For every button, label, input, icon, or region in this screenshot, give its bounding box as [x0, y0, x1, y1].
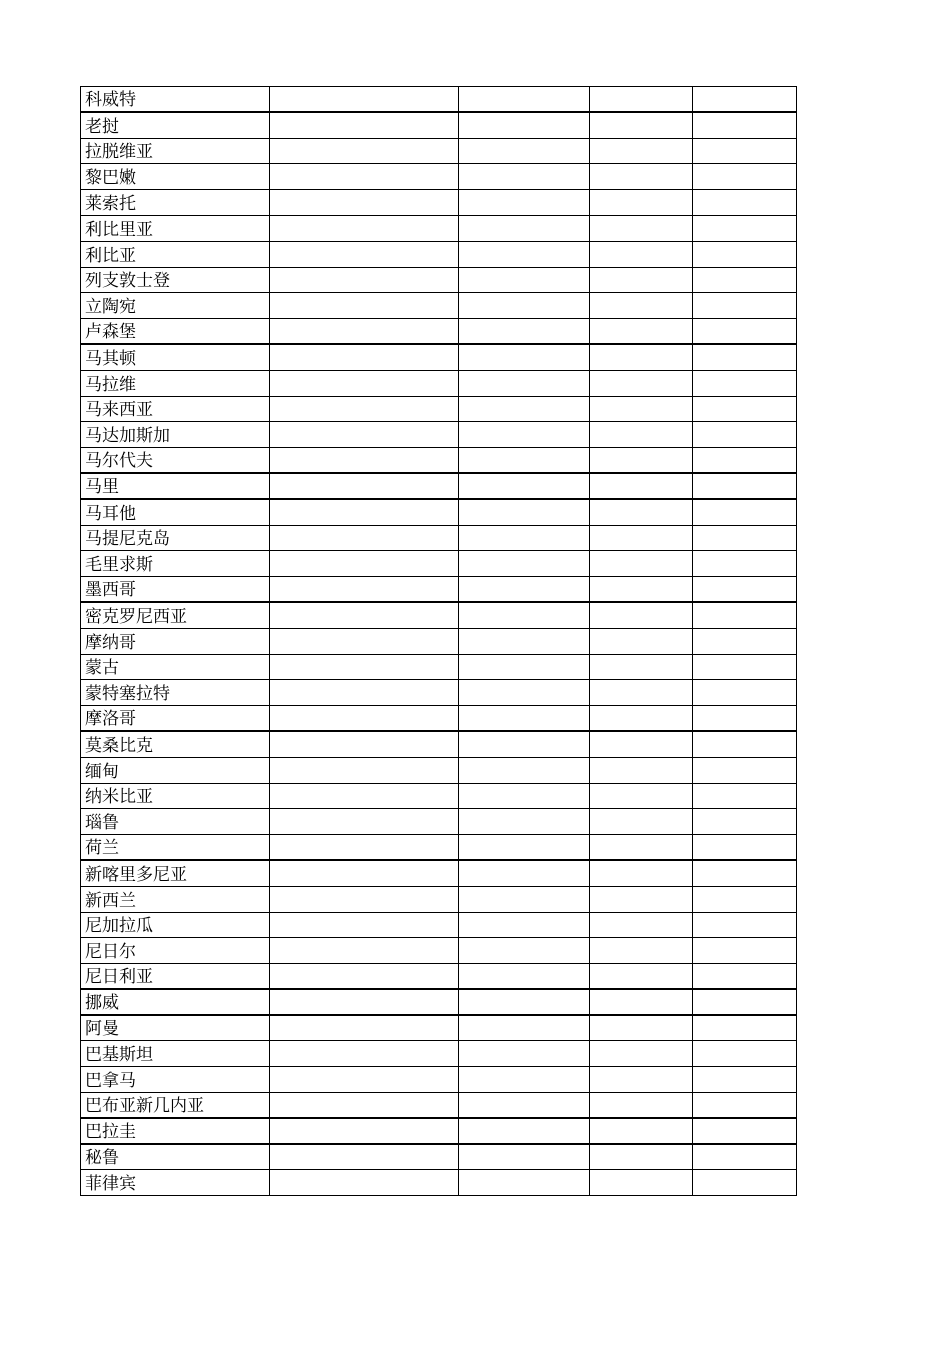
data-cell[interactable] — [590, 628, 693, 654]
data-cell[interactable] — [270, 1041, 459, 1067]
table-row — [81, 1067, 797, 1093]
data-cell[interactable] — [459, 448, 590, 474]
data-cell[interactable] — [270, 1093, 459, 1119]
data-cell[interactable] — [459, 164, 590, 190]
table-row — [81, 344, 797, 370]
data-cell[interactable] — [270, 370, 459, 396]
data-cell[interactable] — [590, 293, 693, 319]
data-cell[interactable] — [590, 1015, 693, 1041]
data-cell[interactable] — [459, 190, 590, 216]
country-name-cell[interactable]: 黎巴嫩 — [81, 164, 270, 190]
data-cell[interactable] — [459, 731, 590, 757]
table-row — [81, 860, 797, 886]
data-cell[interactable] — [270, 757, 459, 783]
data-cell[interactable] — [270, 680, 459, 706]
data-cell[interactable] — [590, 783, 693, 809]
country-name-cell[interactable]: 马达加斯加 — [81, 422, 270, 448]
data-cell[interactable] — [693, 912, 797, 938]
data-cell[interactable] — [459, 602, 590, 628]
data-cell[interactable] — [693, 809, 797, 835]
data-cell[interactable] — [270, 886, 459, 912]
data-cell[interactable] — [590, 602, 693, 628]
data-cell[interactable] — [590, 241, 693, 267]
country-name-cell[interactable]: 利比亚 — [81, 241, 270, 267]
country-name-cell[interactable]: 缅甸 — [81, 757, 270, 783]
data-cell[interactable] — [459, 370, 590, 396]
data-cell[interactable] — [459, 1144, 590, 1170]
data-cell[interactable] — [270, 783, 459, 809]
table-row — [81, 731, 797, 757]
data-cell[interactable] — [270, 448, 459, 474]
data-cell[interactable] — [693, 499, 797, 525]
data-cell[interactable] — [693, 551, 797, 577]
data-cell[interactable] — [590, 809, 693, 835]
data-cell[interactable] — [270, 731, 459, 757]
table-row — [81, 706, 797, 732]
table-row — [81, 473, 797, 499]
data-cell[interactable] — [270, 964, 459, 990]
data-cell[interactable] — [693, 87, 797, 113]
data-cell[interactable] — [270, 1015, 459, 1041]
data-cell[interactable] — [693, 396, 797, 422]
data-cell[interactable] — [459, 809, 590, 835]
data-cell[interactable] — [590, 422, 693, 448]
data-cell[interactable] — [693, 989, 797, 1015]
data-cell[interactable] — [459, 628, 590, 654]
data-cell[interactable] — [459, 680, 590, 706]
data-cell[interactable] — [693, 138, 797, 164]
data-cell[interactable] — [459, 835, 590, 861]
data-cell[interactable] — [693, 525, 797, 551]
table-row — [81, 422, 797, 448]
table-row — [81, 1118, 797, 1144]
data-cell[interactable] — [270, 654, 459, 680]
country-name-cell[interactable]: 毛里求斯 — [81, 551, 270, 577]
data-cell[interactable] — [270, 344, 459, 370]
data-cell[interactable] — [693, 293, 797, 319]
data-cell[interactable] — [459, 267, 590, 293]
data-cell[interactable] — [590, 1067, 693, 1093]
data-cell[interactable] — [270, 396, 459, 422]
data-cell[interactable] — [270, 809, 459, 835]
data-cell[interactable] — [693, 964, 797, 990]
data-cell[interactable] — [459, 422, 590, 448]
table-row — [81, 525, 797, 551]
data-cell[interactable] — [270, 938, 459, 964]
data-cell[interactable] — [270, 241, 459, 267]
data-cell[interactable] — [270, 267, 459, 293]
country-name-cell[interactable]: 马里 — [81, 473, 270, 499]
data-cell[interactable] — [459, 1093, 590, 1119]
data-cell[interactable] — [270, 912, 459, 938]
data-cell[interactable] — [459, 1170, 590, 1196]
data-cell[interactable] — [270, 1144, 459, 1170]
country-name-cell[interactable]: 老挝 — [81, 112, 270, 138]
data-cell[interactable] — [693, 1170, 797, 1196]
data-cell[interactable] — [270, 138, 459, 164]
data-cell[interactable] — [590, 577, 693, 603]
table-row — [81, 448, 797, 474]
data-cell[interactable] — [693, 1144, 797, 1170]
country-name-cell[interactable]: 阿曼 — [81, 1015, 270, 1041]
country-name-cell[interactable]: 尼日尔 — [81, 938, 270, 964]
data-cell[interactable] — [693, 112, 797, 138]
data-cell[interactable] — [459, 964, 590, 990]
data-cell[interactable] — [270, 87, 459, 113]
table-row — [81, 938, 797, 964]
data-cell[interactable] — [693, 680, 797, 706]
table-row — [81, 138, 797, 164]
data-cell[interactable] — [590, 370, 693, 396]
data-cell[interactable] — [459, 344, 590, 370]
table-row — [81, 1041, 797, 1067]
data-cell[interactable] — [590, 1144, 693, 1170]
country-name-cell[interactable]: 瑙鲁 — [81, 809, 270, 835]
country-name-cell[interactable]: 纳米比亚 — [81, 783, 270, 809]
data-cell[interactable] — [590, 706, 693, 732]
data-cell[interactable] — [459, 1118, 590, 1144]
country-name-cell[interactable]: 马其顿 — [81, 344, 270, 370]
data-cell[interactable] — [590, 164, 693, 190]
country-name-cell[interactable]: 蒙古 — [81, 654, 270, 680]
country-name-cell[interactable]: 莱索托 — [81, 190, 270, 216]
data-cell[interactable] — [459, 319, 590, 345]
data-cell[interactable] — [693, 835, 797, 861]
data-cell[interactable] — [590, 87, 693, 113]
data-cell[interactable] — [270, 499, 459, 525]
country-name-cell[interactable]: 摩纳哥 — [81, 628, 270, 654]
country-name-cell[interactable]: 挪威 — [81, 989, 270, 1015]
country-name-cell[interactable]: 巴拉圭 — [81, 1118, 270, 1144]
country-name-cell[interactable]: 荷兰 — [81, 835, 270, 861]
country-name-cell[interactable]: 菲律宾 — [81, 1170, 270, 1196]
country-name-cell[interactable]: 新西兰 — [81, 886, 270, 912]
country-name-cell[interactable]: 立陶宛 — [81, 293, 270, 319]
data-cell[interactable] — [270, 293, 459, 319]
data-cell[interactable] — [693, 654, 797, 680]
data-cell[interactable] — [459, 577, 590, 603]
data-cell[interactable] — [693, 1015, 797, 1041]
data-cell[interactable] — [590, 1093, 693, 1119]
country-name-cell[interactable]: 利比里亚 — [81, 215, 270, 241]
data-cell[interactable] — [270, 628, 459, 654]
country-name-cell[interactable]: 卢森堡 — [81, 319, 270, 345]
data-cell[interactable] — [270, 422, 459, 448]
data-cell[interactable] — [590, 654, 693, 680]
data-cell[interactable] — [693, 241, 797, 267]
table-body — [81, 87, 797, 1196]
data-cell[interactable] — [270, 190, 459, 216]
table-row — [81, 499, 797, 525]
data-cell[interactable] — [459, 138, 590, 164]
data-cell[interactable] — [693, 1041, 797, 1067]
data-cell[interactable] — [693, 757, 797, 783]
country-name-cell[interactable]: 巴基斯坦 — [81, 1041, 270, 1067]
table-row — [81, 835, 797, 861]
country-name-cell[interactable]: 马来西亚 — [81, 396, 270, 422]
data-cell[interactable] — [590, 886, 693, 912]
table-row — [81, 293, 797, 319]
country-name-cell[interactable]: 尼加拉瓜 — [81, 912, 270, 938]
data-cell[interactable] — [270, 319, 459, 345]
data-cell[interactable] — [590, 1118, 693, 1144]
data-cell[interactable] — [459, 241, 590, 267]
data-cell[interactable] — [590, 215, 693, 241]
data-cell[interactable] — [590, 344, 693, 370]
data-cell[interactable] — [459, 551, 590, 577]
data-cell[interactable] — [270, 1170, 459, 1196]
data-cell[interactable] — [459, 654, 590, 680]
country-name-cell[interactable]: 马尔代夫 — [81, 448, 270, 474]
table-row — [81, 1144, 797, 1170]
table-row — [81, 654, 797, 680]
country-name-cell[interactable]: 莫桑比克 — [81, 731, 270, 757]
data-cell[interactable] — [590, 680, 693, 706]
data-cell[interactable] — [590, 731, 693, 757]
data-cell[interactable] — [590, 860, 693, 886]
data-cell[interactable] — [459, 938, 590, 964]
data-cell[interactable] — [693, 1067, 797, 1093]
data-cell[interactable] — [590, 138, 693, 164]
data-cell[interactable] — [693, 267, 797, 293]
table-row — [81, 680, 797, 706]
data-cell[interactable] — [270, 164, 459, 190]
country-name-cell[interactable]: 摩洛哥 — [81, 706, 270, 732]
data-cell[interactable] — [693, 938, 797, 964]
data-cell[interactable] — [693, 422, 797, 448]
data-cell[interactable] — [693, 602, 797, 628]
table-row — [81, 87, 797, 113]
data-cell[interactable] — [693, 370, 797, 396]
table-row — [81, 551, 797, 577]
data-cell[interactable] — [590, 912, 693, 938]
data-cell[interactable] — [590, 396, 693, 422]
data-cell[interactable] — [693, 731, 797, 757]
data-cell[interactable] — [693, 860, 797, 886]
data-cell[interactable] — [693, 164, 797, 190]
table-row — [81, 809, 797, 835]
data-cell[interactable] — [693, 344, 797, 370]
table-row — [81, 1015, 797, 1041]
table-row — [81, 757, 797, 783]
data-cell[interactable] — [590, 319, 693, 345]
country-name-cell[interactable]: 蒙特塞拉特 — [81, 680, 270, 706]
data-cell[interactable] — [693, 1093, 797, 1119]
country-name-cell[interactable]: 巴拿马 — [81, 1067, 270, 1093]
data-cell[interactable] — [459, 912, 590, 938]
data-cell[interactable] — [590, 1041, 693, 1067]
data-cell[interactable] — [459, 87, 590, 113]
data-cell[interactable] — [459, 886, 590, 912]
data-cell[interactable] — [459, 783, 590, 809]
data-cell[interactable] — [270, 1118, 459, 1144]
table-row — [81, 241, 797, 267]
data-cell[interactable] — [459, 860, 590, 886]
data-cell[interactable] — [590, 448, 693, 474]
data-cell[interactable] — [270, 835, 459, 861]
data-cell[interactable] — [459, 1041, 590, 1067]
table-row — [81, 370, 797, 396]
data-cell[interactable] — [270, 525, 459, 551]
data-cell[interactable] — [590, 473, 693, 499]
table-row — [81, 912, 797, 938]
data-cell[interactable] — [693, 448, 797, 474]
data-cell[interactable] — [693, 886, 797, 912]
country-name-cell[interactable]: 秘鲁 — [81, 1144, 270, 1170]
data-cell[interactable] — [693, 628, 797, 654]
data-cell[interactable] — [590, 757, 693, 783]
country-table — [80, 86, 797, 1196]
data-cell[interactable] — [270, 1067, 459, 1093]
table-row — [81, 164, 797, 190]
table-row — [81, 112, 797, 138]
data-cell[interactable] — [590, 989, 693, 1015]
country-name-cell[interactable]: 新喀里多尼亚 — [81, 860, 270, 886]
data-cell[interactable] — [590, 835, 693, 861]
data-cell[interactable] — [459, 293, 590, 319]
data-cell[interactable] — [590, 267, 693, 293]
data-cell[interactable] — [459, 1067, 590, 1093]
data-cell[interactable] — [590, 525, 693, 551]
data-cell[interactable] — [590, 1170, 693, 1196]
data-cell[interactable] — [459, 525, 590, 551]
country-name-cell[interactable]: 马耳他 — [81, 499, 270, 525]
data-cell[interactable] — [270, 989, 459, 1015]
table-row — [81, 215, 797, 241]
data-cell[interactable] — [693, 215, 797, 241]
data-cell[interactable] — [459, 473, 590, 499]
data-cell[interactable] — [270, 473, 459, 499]
data-cell[interactable] — [459, 1015, 590, 1041]
data-cell[interactable] — [693, 190, 797, 216]
country-name-cell[interactable]: 马拉维 — [81, 370, 270, 396]
table-row — [81, 1093, 797, 1119]
data-cell[interactable] — [459, 757, 590, 783]
country-name-cell[interactable]: 马提尼克岛 — [81, 525, 270, 551]
data-cell[interactable] — [270, 706, 459, 732]
table-row — [81, 319, 797, 345]
data-cell[interactable] — [459, 706, 590, 732]
data-cell[interactable] — [459, 215, 590, 241]
data-cell[interactable] — [590, 938, 693, 964]
data-cell[interactable] — [270, 551, 459, 577]
table-row — [81, 267, 797, 293]
country-name-cell[interactable]: 科威特 — [81, 87, 270, 113]
data-cell[interactable] — [590, 551, 693, 577]
data-cell[interactable] — [270, 112, 459, 138]
country-name-cell[interactable]: 墨西哥 — [81, 577, 270, 603]
table-row — [81, 964, 797, 990]
data-cell[interactable] — [459, 396, 590, 422]
data-cell[interactable] — [270, 577, 459, 603]
data-cell[interactable] — [270, 860, 459, 886]
data-cell[interactable] — [590, 964, 693, 990]
data-cell[interactable] — [590, 499, 693, 525]
country-name-cell[interactable]: 巴布亚新几内亚 — [81, 1093, 270, 1119]
data-cell[interactable] — [459, 112, 590, 138]
country-name-cell[interactable]: 密克罗尼西亚 — [81, 602, 270, 628]
data-cell[interactable] — [270, 215, 459, 241]
table-row — [81, 628, 797, 654]
data-cell[interactable] — [693, 577, 797, 603]
table-row — [81, 1170, 797, 1196]
table-row — [81, 886, 797, 912]
data-cell[interactable] — [693, 706, 797, 732]
data-cell[interactable] — [270, 602, 459, 628]
data-cell[interactable] — [459, 499, 590, 525]
data-cell[interactable] — [590, 190, 693, 216]
data-cell[interactable] — [693, 783, 797, 809]
table-row — [81, 989, 797, 1015]
data-cell[interactable] — [590, 112, 693, 138]
data-cell[interactable] — [693, 1118, 797, 1144]
country-name-cell[interactable]: 拉脱维亚 — [81, 138, 270, 164]
table-row — [81, 577, 797, 603]
table-row — [81, 190, 797, 216]
table-row — [81, 602, 797, 628]
country-name-cell[interactable]: 列支敦士登 — [81, 267, 270, 293]
table-row — [81, 783, 797, 809]
table-row — [81, 396, 797, 422]
data-cell[interactable] — [693, 319, 797, 345]
country-name-cell[interactable]: 尼日利亚 — [81, 964, 270, 990]
data-cell[interactable] — [693, 473, 797, 499]
data-cell[interactable] — [459, 989, 590, 1015]
